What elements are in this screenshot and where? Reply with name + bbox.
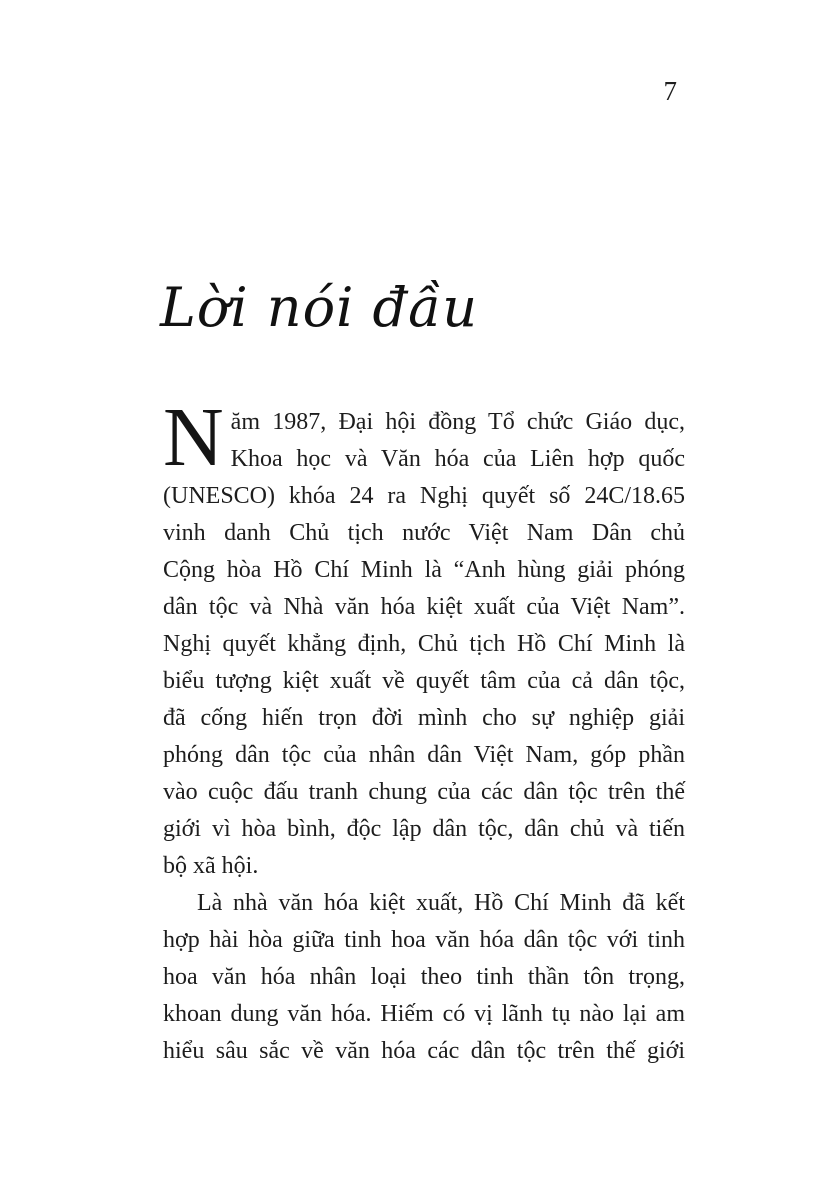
body-text xyxy=(163,391,685,1070)
text-line: đã cống hiến trọn đời mình cho sự nghiệp giải xyxy=(163,705,685,731)
text-line: Là nhà văn hóa kiệt xuất, Hồ Chí Minh đã kết xyxy=(197,890,685,916)
text-line: hiểu sâu sắc về văn hóa các dân tộc trên thế giới xyxy=(163,1038,685,1064)
text-line: Cộng hòa Hồ Chí Minh là “Anh hùng giải phóng xyxy=(163,557,685,583)
text-line: biểu tượng kiệt xuất về quyết tâm của cả dân tộc, xyxy=(163,668,685,694)
text-line: ăm 1987, Đại hội đồng Tổ chức Giáo dục, xyxy=(230,409,685,435)
text-line: Khoa học và Văn hóa của Liên hợp quốc xyxy=(230,446,685,472)
text-line: giới vì hòa bình, độc lập dân tộc, dân chủ và tiến xyxy=(163,816,685,842)
page-number: 7 xyxy=(663,76,677,106)
text-line: hợp hài hòa giữa tinh hoa văn hóa dân tộc với tinh xyxy=(163,927,685,953)
text-line: bộ xã hội. xyxy=(163,853,259,879)
text-line: Nghị quyết khẳng định, Chủ tịch Hồ Chí Minh là xyxy=(163,631,685,657)
text-line: vào cuộc đấu tranh chung của các dân tộc trên thế xyxy=(163,779,685,805)
text-line: hoa văn hóa nhân loại theo tinh thần tôn trọng, xyxy=(163,964,685,990)
chapter-heading: Lời nói đầu xyxy=(160,276,478,339)
drop-cap-letter: N xyxy=(163,391,224,484)
text-line: khoan dung văn hóa. Hiếm có vị lãnh tụ nào lại am xyxy=(163,1001,685,1027)
text-line: vinh danh Chủ tịch nước Việt Nam Dân chủ xyxy=(163,520,685,546)
text-line: (UNESCO) khóa 24 ra Nghị quyết số 24C/18.65 xyxy=(163,483,685,509)
paragraph xyxy=(163,391,685,885)
text-line: phóng dân tộc của nhân dân Việt Nam, góp phần xyxy=(163,742,685,768)
text-line: dân tộc và Nhà văn hóa kiệt xuất của Việt Nam”. xyxy=(163,594,685,620)
paragraph xyxy=(163,885,685,1070)
